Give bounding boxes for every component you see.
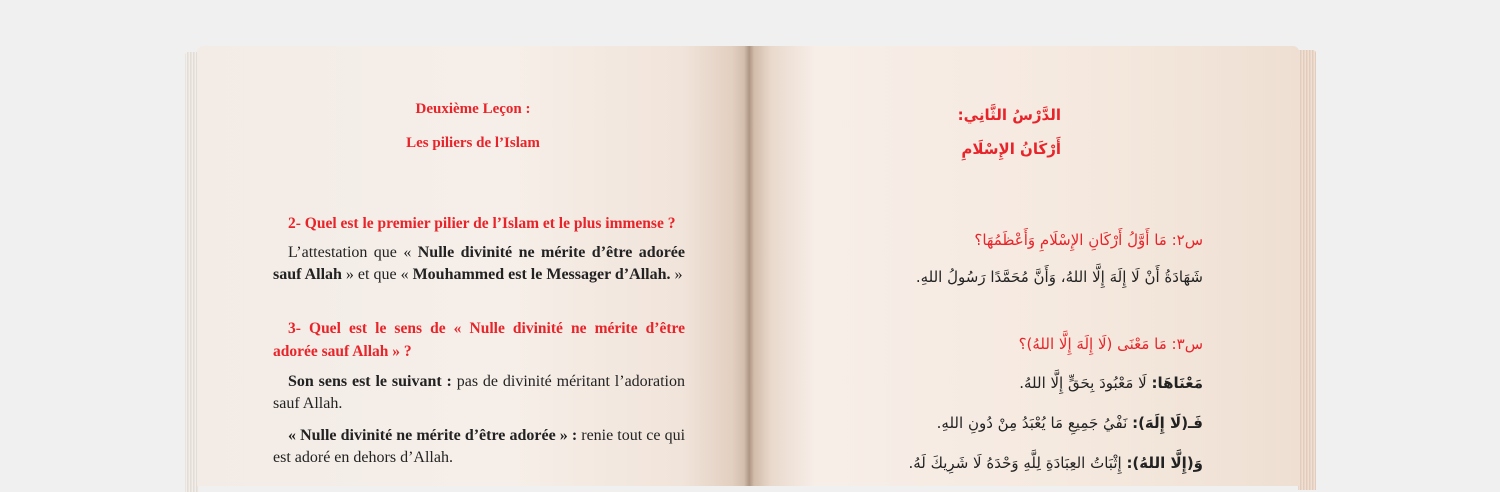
right-page-edges — [1298, 50, 1316, 490]
answer-3-part2-text: renie tout ce qui est adoré en dehors d’Allah. — [273, 427, 686, 466]
answer-3-part1-bold: Son sens est le suivant : — [288, 373, 452, 390]
book-spine — [744, 46, 754, 486]
answer-3-line1-text: لَا مَعْبُودَ بِحَقٍّ إِلَّا اللهُ. — [1019, 374, 1152, 392]
question-3-ar: س٣: مَا مَعْنَى (لَا إِلَهَ إِلَّا اللهُ)؟ — [1018, 335, 1203, 353]
answer-3-part1-fr — [273, 371, 685, 415]
answer-2-text-1: L’attestation que « — [288, 244, 418, 261]
lesson-subtitle-fr: Les piliers de l’Islam — [406, 135, 540, 151]
answer-3-line1-bold: مَعْنَاهَا: — [1151, 374, 1203, 392]
answer-3-line3-text: إِثْبَاتُ العِبَادَةِ لِلَّهِ وَحْدَهُ لَا شَرِيكَ لَهُ. — [908, 454, 1127, 472]
answer-2-bold-2: Mouhammed est le Messager d’Allah. — [412, 266, 671, 283]
answer-3-part2-fr — [273, 425, 685, 469]
answer-3-line3-ar — [783, 452, 1203, 474]
left-page — [197, 46, 749, 486]
lesson-title-fr: Deuxième Leçon : — [415, 101, 531, 117]
answer-3-part1-text: pas de divinité méritant l’adoration sauf Allah. — [273, 373, 685, 412]
answer-2-bold-1: Nulle divinité ne mérite d’être adorée sauf Allah — [273, 244, 685, 283]
answer-3-line3-bold: وَ(إِلَّا اللهُ): — [1126, 454, 1203, 472]
question-2-ar: س٢: مَا أَوَّلُ أَرْكَانِ الإِسْلَامِ وَأَعْظَمُهَا؟ — [974, 231, 1203, 249]
answer-2-ar: شَهَادَةُ أَنْ لَا إِلَهَ إِلَّا اللهُ، وَأَنَّ مُحَمَّدًا رَسُولُ اللهِ. — [915, 268, 1203, 286]
lesson-title-ar: الدَّرْسُ الثَّانِي: — [957, 106, 1061, 124]
answer-3-line2-bold: فَـ(لَا إِلَهَ): — [1132, 414, 1203, 432]
answer-2-text-2: » et que « — [341, 266, 413, 283]
question-3-fr: 3- Quel est le sens de « Nulle divinité ne mérite d’être adorée sauf Allah » ? — [273, 320, 685, 360]
answer-3-line2-text: نَفْيُ جَمِيعِ مَا يُعْبَدُ مِنْ دُونِ اللهِ. — [936, 414, 1133, 432]
answer-3-line2-ar — [783, 412, 1203, 434]
answer-2-fr — [273, 242, 685, 286]
lesson-subtitle-ar: أَرْكَانُ الإِسْلَامِ — [961, 140, 1061, 158]
answer-3-line1-ar — [783, 372, 1203, 394]
answer-2-text-3: » — [670, 266, 683, 283]
right-page — [749, 46, 1299, 486]
question-2-fr: 2- Quel est le premier pilier de l’Islam et le plus immense ? — [288, 215, 676, 232]
answer-3-part2-bold: « Nulle divinité ne mérite d’être adorée » : — [288, 427, 578, 444]
